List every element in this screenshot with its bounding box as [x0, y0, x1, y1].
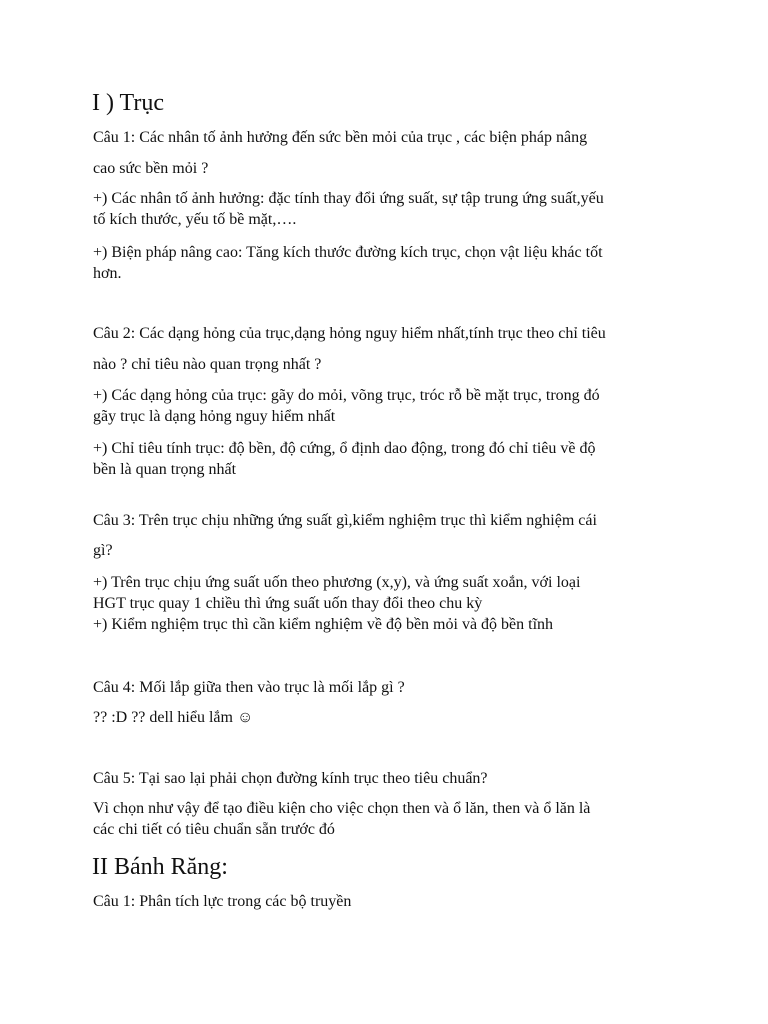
- answer-1-line-3: +) Biện pháp nâng cao: Tăng kích thước đường kích trục, chọn vật liệu khác tốt: [93, 244, 603, 261]
- answer-3-line-2: HGT trục quay 1 chiều thì ứng suất uốn thay đổi theo chu kỳ: [93, 595, 483, 612]
- question-ii-1-line-1: Câu 1: Phân tích lực trong các bộ truyền: [93, 893, 352, 910]
- question-3-line-2: gì?: [93, 542, 113, 559]
- question-2-line-1: Câu 2: Các dạng hỏng của trục,dạng hỏng nguy hiểm nhất,tính trục theo chỉ tiêu: [93, 325, 606, 342]
- answer-3-line-3: +) Kiểm nghiệm trục thì cần kiểm nghiệm về độ bền mỏi và độ bền tĩnh: [93, 616, 554, 633]
- question-1-line-2: cao sức bền mỏi ?: [93, 160, 209, 177]
- answer-4-line-1: ?? :D ?? dell hiểu lắm ☺: [93, 709, 254, 726]
- answer-5-line-1: Vì chọn như vậy để tạo điều kiện cho việc chọn then và ổ lăn, then và ổ lăn là: [93, 800, 591, 817]
- answer-1-line-4: hơn.: [93, 265, 122, 282]
- answer-2-line-4: bền là quan trọng nhất: [93, 461, 237, 478]
- answer-2-line-3: +) Chỉ tiêu tính trục: độ bền, độ cứng, ổ định dao động, trong đó chỉ tiêu về độ: [93, 440, 596, 457]
- answer-3-line-1: +) Trên trục chịu ứng suất uốn theo phương (x,y), và ứng suất xoắn, với loại: [93, 574, 581, 591]
- question-5-line-1: Câu 5: Tại sao lại phải chọn đường kính trục theo tiêu chuẩn?: [93, 770, 488, 787]
- question-1-line-1: Câu 1: Các nhân tố ảnh hưởng đến sức bền mỏi của trục , các biện pháp nâng: [93, 129, 588, 146]
- answer-5-line-2: các chi tiết có tiêu chuẩn sẵn trước đó: [93, 821, 335, 838]
- question-4-line-1: Câu 4: Mối lắp giữa then vào trục là mối lắp gì ?: [93, 679, 405, 696]
- section-heading-banh-rang: II Bánh Răng:: [92, 854, 228, 880]
- answer-1-line-2: tố kích thước, yếu tố bề mặt,….: [93, 211, 297, 228]
- question-3-line-1: Câu 3: Trên trục chịu những ứng suất gì,kiểm nghiệm trục thì kiểm nghiệm cái: [93, 512, 597, 529]
- answer-1-line-1: +) Các nhân tố ảnh hưởng: đặc tính thay đổi ứng suất, sự tập trung ứng suất,yếu: [93, 190, 604, 207]
- section-heading-truc: I ) Trục: [92, 90, 165, 116]
- answer-2-line-1: +) Các dạng hỏng của trục: gãy do mỏi, võng trục, tróc rỗ bề mặt trục, trong đó: [93, 387, 600, 404]
- question-2-line-2: nào ? chỉ tiêu nào quan trọng nhất ?: [93, 356, 322, 373]
- answer-2-line-2: gãy trục là dạng hỏng nguy hiểm nhất: [93, 408, 336, 425]
